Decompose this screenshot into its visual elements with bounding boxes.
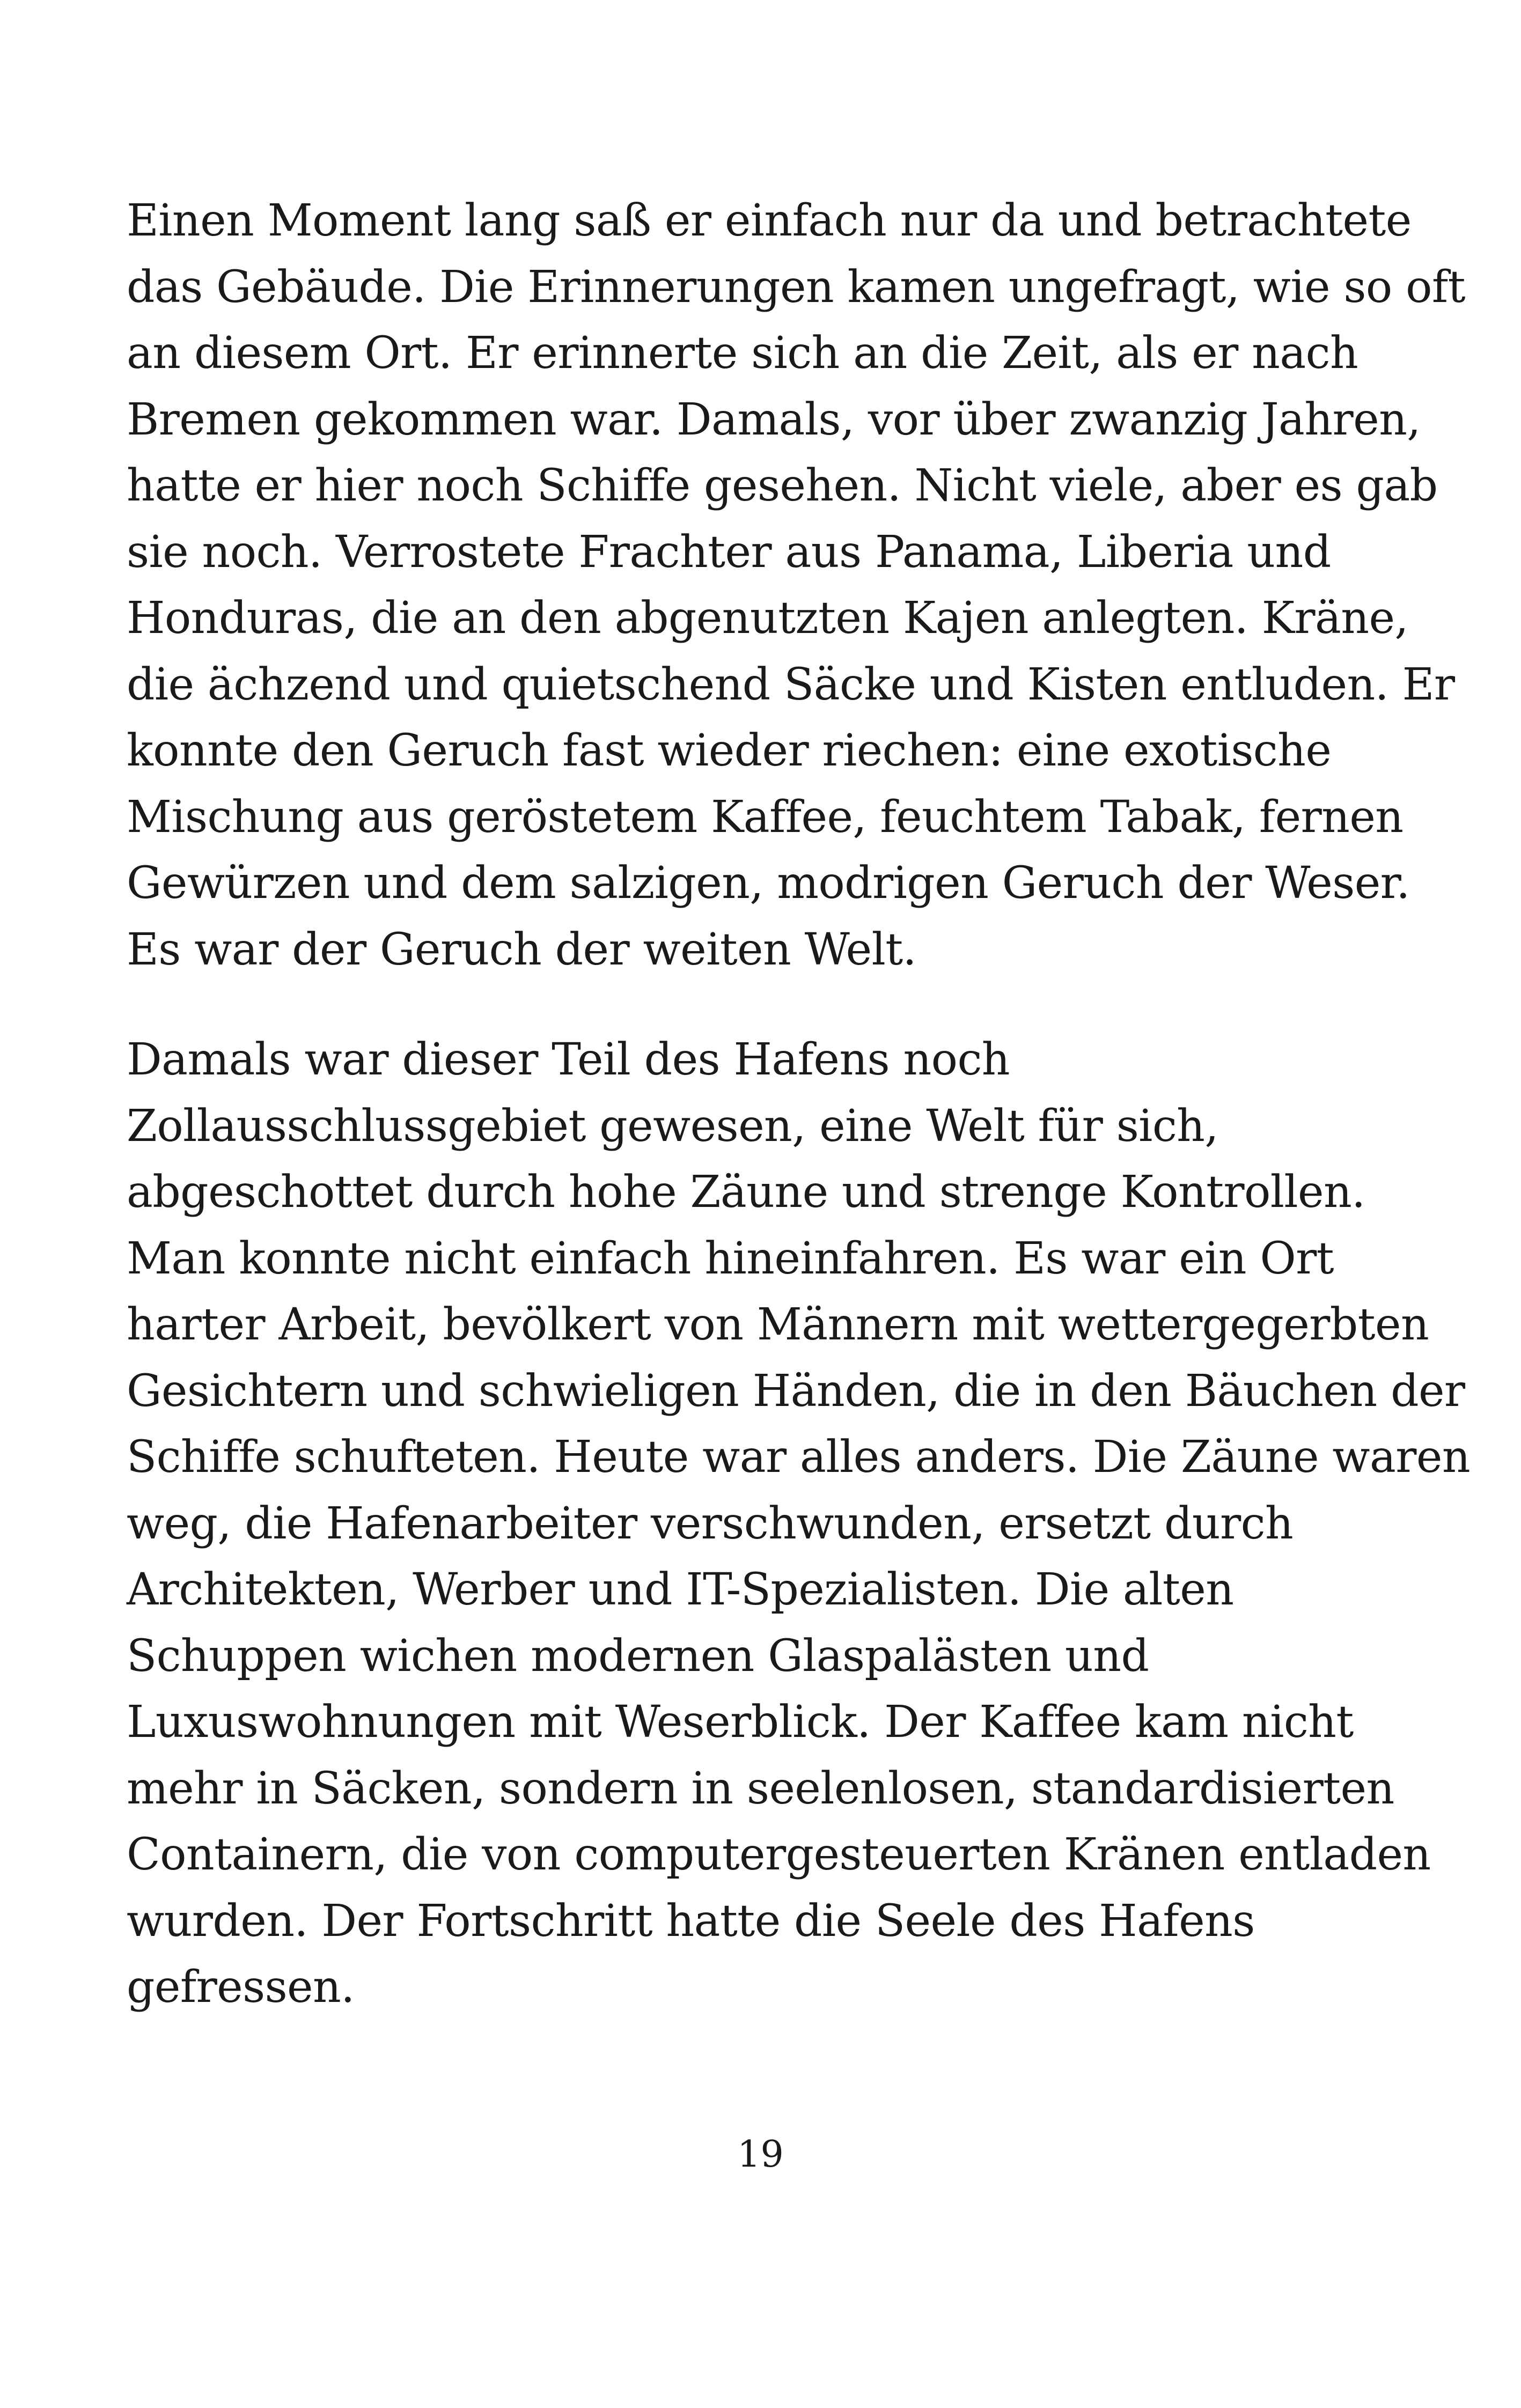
text-line: Einen Moment lang saß er einfach nur da und betrachtete (127, 195, 1412, 246)
paragraph-spacing (127, 983, 1414, 1027)
text-line: Mischung aus geröstetem Kaffee, feuchtem Tabak, fernen (127, 791, 1404, 843)
text-line: hatte er hier noch Schiffe gesehen. Nicht viele, aber es gab (127, 460, 1438, 511)
text-line: Honduras, die an den abgenutzten Kajen anlegten. Kräne, (127, 593, 1408, 644)
text-line: Bremen gekommen war. Damals, vor über zwanzig Jahren, (127, 394, 1421, 445)
text-line: mehr in Säcken, sondern in seelenlosen, standardisierten (127, 1763, 1394, 1814)
text-line: Es war der Geruch der weiten Welt. (127, 924, 917, 975)
text-line: Architekten, Werber und IT-Spezialisten. Die alten (127, 1564, 1234, 1615)
text-line: weg, die Hafenarbeiter verschwunden, ersetzt durch (127, 1498, 1294, 1549)
text-line: Gesichtern und schwieligen Händen, die in den Bäuchen der (127, 1365, 1465, 1417)
text-line: Man konnte nicht einfach hineinfahren. Es war ein Ort (127, 1233, 1334, 1284)
text-line: die ächzend und quietschend Säcke und Kisten entluden. Er (127, 659, 1455, 710)
text-line: sie noch. Verrostete Frachter aus Panama, Liberia und (127, 526, 1331, 578)
text-line: das Gebäude. Die Erinnerungen kamen ungefragt, wie so oft (127, 261, 1465, 313)
body-text (127, 188, 1471, 2021)
paragraph-1 (127, 188, 1465, 983)
text-line: konnte den Geruch fast wieder riechen: eine exotische (127, 725, 1332, 776)
text-line: Gewürzen und dem salzigen, modrigen Geruch der Weser. (127, 858, 1410, 909)
text-line: harter Arbeit, bevölkert von Männern mit wettergegerbten (127, 1299, 1429, 1350)
text-line: Containern, die von computergesteuerten Kränen entladen (127, 1829, 1431, 1880)
text-line: Damals war dieser Teil des Hafens noch (127, 1034, 1010, 1085)
text-line: Schiffe schufteten. Heute war alles anders. Die Zäune waren (127, 1432, 1471, 1483)
paragraph-2 (127, 1027, 1471, 2021)
text-line: abgeschottet durch hohe Zäune und strenge Kontrollen. (127, 1167, 1365, 1218)
text-line: Zollausschlussgebiet gewesen, eine Welt für sich, (127, 1100, 1218, 1152)
text-line: Schuppen wichen modernen Glaspalästen und (127, 1630, 1149, 1682)
text-line: wurden. Der Fortschritt hatte die Seele des Hafens (127, 1895, 1255, 1947)
text-line: Luxuswohnungen mit Weserblick. Der Kaffee kam nicht (127, 1697, 1354, 1748)
page-number: 19 (737, 2133, 784, 2176)
text-line: gefressen. (127, 1962, 355, 2013)
text-line: an diesem Ort. Er erinnerte sich an die Zeit, als er nach (127, 328, 1358, 379)
